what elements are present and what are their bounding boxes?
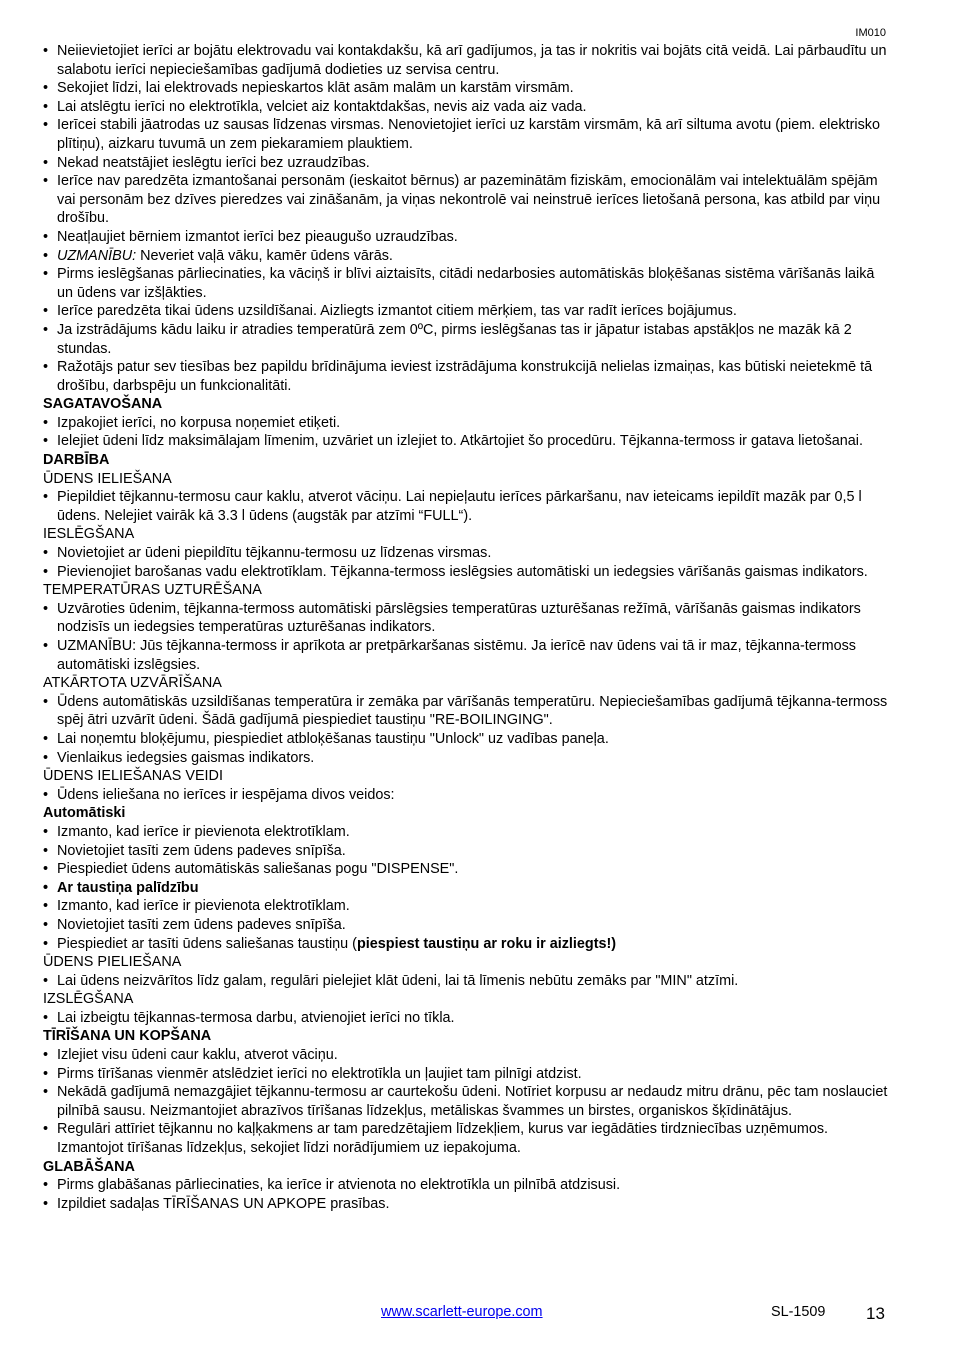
attention-label: UZMANĪBU: (57, 247, 137, 264)
list-item: • Vienlaikus iedegsies gaismas indikators. (43, 749, 888, 768)
subheading-refill: ŪDENS PIELIEŠANA (43, 954, 182, 971)
list-item: • UZMANĪBU: Jūs tējkanna-termoss ir aprīkota ar pretpārkaršanas sistēmu. Ja ierīcē nav ūdens vai tā ir maz, tējkanna-termoss automātiski izslēgsies. (43, 637, 888, 674)
subheading-pour-modes: ŪDENS IELIEŠANAS VEIDI (43, 768, 223, 785)
page-number: 13 (866, 1304, 885, 1323)
list-item: • Izpakojiet ierīci, no korpusa noņemiet etiķeti. (43, 414, 888, 433)
list-item: • Regulāri attīriet tējkannu no kaļķakmens ar tam paredzētajiem līdzekļiem, kurus var iegādāties tirdzniecības uzņēmumos. Izmantojot tīrīšanas līdzekļus, sekojiet līdzi norādījumiem uz iepakojuma. (43, 1120, 888, 1157)
footer-model-number: SL-1509 (771, 1304, 826, 1320)
list-item: • Ielejiet ūdeni līdz maksimālajam līmenim, uzvāriet un izlejiet to. Atkārtojiet šo procedūru. Tējkanna-termoss ir gatava lietošanai. (43, 432, 888, 451)
list-item: • Lai izbeigtu tējkannas-termosa darbu, atvienojiet ierīci no tīkla. (43, 1009, 888, 1028)
list-item-manual-heading: • Ar taustiņa palīdzību (43, 879, 888, 898)
section-heading-storage: GLABĀŠANA (43, 1158, 135, 1175)
manual-warning-text: Piespiediet ar tasīti ūdens saliešanas taustiņu ( (57, 935, 357, 952)
list-item: • Ja izstrādājums kādu laiku ir atradies temperatūrā zem 0ºC, pirms ieslēgšanas tas ir jāpatur istabas apstākļos ne mazāk kā 2 stundas. (43, 321, 888, 358)
subheading-switch-on: IESLĒGŠANA (43, 526, 135, 543)
list-item: • Neiievietojiet ierīci ar bojātu elektrovadu vai kontakdakšu, kā arī gadījumos, ja tas ir nokritis vai bojāts citā veidā. Lai pārbaudītu un salabotu ierīci nepieciešamības gadījumā dodieties uz servisa centru. (43, 42, 888, 79)
list-item: • Ierīcei stabili jāatrodas uz sausas līdzenas virsmas. Nenovietojiet ierīci uz karstām virsmām, kā arī siltuma avotu (piem. elektrisko plītiņu), aizkaru tuvumā un zem piekaramiem plauktiem. (43, 116, 888, 153)
list-item: • Izlejiet visu ūdeni caur kaklu, atverot vāciņu. (43, 1046, 888, 1065)
manual-warning-bold: piespiest taustiņu ar roku ir aizliegts!) (356, 935, 617, 952)
subheading-switch-off: IZSLĒGŠANA (43, 991, 134, 1008)
list-item: • Ražotājs patur sev tiesības bez papildu brīdinājuma ieviest izstrādājuma konstrukcijā nelielas izmaiņas, kas būtiski neietekmē tā drošību, darbspēju un funkcionalitāti. (43, 358, 888, 395)
list-item: • Uzvāroties ūdenim, tējkanna-termoss automātiski pārslēgsies temperatūras uzturēšanas režīmā, vārīšanās gaismas indikators nodzisīs un iedegsies temperatūras uzturēšanas indikators. (43, 600, 888, 637)
list-item: • Piespiediet ūdens automātiskās saliešanas pogu "DISPENSE". (43, 860, 888, 879)
list-item: • Sekojiet līdzi, lai elektrovads nepieskartos klāt asām malām un karstām virsmām. (43, 79, 888, 98)
list-item: • Novietojiet tasīti zem ūdens padeves snīpīša. (43, 916, 888, 935)
section-heading-operation: DARBĪBA (43, 452, 110, 469)
subheading-automatic: Automātiski (43, 805, 126, 822)
list-item: • Ierīce paredzēta tikai ūdens uzsildīšanai. Aizliegts izmantot citiem mērķiem, tas var radīt ierīces bojājumus. (43, 302, 888, 321)
list-item: • Ūdens ieliešana no ierīces ir iespējama divos veidos: (43, 786, 888, 805)
list-item: • Pirms glabāšanas pārliecinaties, ka ierīce ir atvienota no elektrotīkla un pilnībā atdzisusi. (43, 1176, 888, 1195)
list-item: • Izpildiet sadaļas TĪRĪŠANAS UN APKOPE prasības. (43, 1195, 888, 1214)
list-item: • Novietojiet ar ūdeni piepildītu tējkannu-termosu uz līdzenas virsmas. (43, 544, 888, 563)
list-item: • Nekādā gadījumā nemazgājiet tējkannu-termosu ar caurtekošu ūdeni. Notīriet korpusu ar nedaudz mitru drānu, pēc tam noslauciet pilnībā sausu. Neizmantojiet abrazīvos tīrīšanas līdzekļus, metāliskas švammes un birstes, organiskos šķīdinātājus. (43, 1083, 888, 1120)
list-item: • Lai atslēgtu ierīci no elektrotīkla, velciet aiz kontaktdakšas, nevis aiz vada aiz vada. (43, 98, 888, 117)
list-item: • Pirms ieslēgšanas pārliecinaties, ka vāciņš ir blīvi aiztaisīts, citādi nedarbosies automātiskās bloķēšanas sistēma vārīšanās laikā un ūdens var izšļākties. (43, 265, 888, 302)
list-item: • Piepildiet tējkannu-termosu caur kaklu, atverot vāciņu. Lai nepieļautu ierīces pārkaršanu, nav ieteicams iepildīt mazāk par 0,5 l ūdens. Nelejiet vairāk kā 3.3 l ūdens (augstāk par atzīmi “FULL“). (43, 488, 888, 525)
list-item: • Lai noņemtu bloķējumu, piespiediet atbloķēšanas taustiņu "Unlock" uz vadības paneļa. (43, 730, 888, 749)
list-item: • Izmanto, kad ierīce ir pievienota elektrotīklam. (43, 823, 888, 842)
list-item-attention (43, 247, 888, 266)
list-item: • Novietojiet tasīti zem ūdens padeves snīpīša. (43, 842, 888, 861)
section-heading-cleaning: TĪRĪŠANA UN KOPŠANA (43, 1028, 212, 1045)
list-item: • Pirms tīrīšanas vienmēr atslēdziet ierīci no elektrotīkla un ļaujiet tam pilnīgi atdzist. (43, 1065, 888, 1084)
list-item: • Ierīce nav paredzēta izmantošanai personām (ieskaitot bērnus) ar pazeminātām fiziskām, emocionālām vai intelektuālām spējām vai personām bez dzīves pieredzes vai zināšanām, ja viņas nekontrolē vai neinstruē ierīces lietošanā persona, kas atbild par viņu drošību. (43, 172, 888, 228)
list-item: • Ūdens automātiskās uzsildīšanas temperatūra ir zemāka par vārīšanās temperatūru. Nepieciešamības gadījumā tējkanna-termoss spēj ātri uzvārīt ūdeni. Šādā gadījumā piespiediet taustiņu "RE-BOILINGING". (43, 693, 888, 730)
model-code: IM010 (855, 27, 886, 39)
document-body (43, 42, 888, 1213)
subheading-keep-warm: TEMPERATŪRAS UZTURĒŠANA (43, 582, 262, 599)
list-item: • Neatļaujiet bērniem izmantot ierīci bez pieaugušo uzraudzības. (43, 228, 888, 247)
list-item: • Izmanto, kad ierīce ir pievienota elektrotīklam. (43, 897, 888, 916)
attention-text: Neveriet vaļā vāku, kamēr ūdens vārās. (136, 247, 393, 264)
list-item-manual-warning (43, 935, 888, 954)
list-item: • Pievienojiet barošanas vadu elektrotīklam. Tējkanna-termoss ieslēgsies automātiski un iedegsies vārīšanās gaismas indikators. (43, 563, 888, 582)
website-link[interactable]: www.scarlett-europe.com (381, 1304, 543, 1320)
list-item: • Nekad neatstājiet ieslēgtu ierīci bez uzraudzības. (43, 154, 888, 173)
subheading-pouring: ŪDENS IELIEŠANA (43, 470, 172, 487)
list-item: • Lai ūdens neizvārītos līdz galam, regulāri pielejiet klāt ūdeni, lai tā līmenis nebūtu zemāks par "MIN" atzīmi. (43, 972, 888, 991)
subheading-reboil: ATKĀRTOTA UZVĀRĪŠANA (43, 675, 222, 692)
section-heading-preparation: SAGATAVOŠANA (43, 396, 163, 413)
